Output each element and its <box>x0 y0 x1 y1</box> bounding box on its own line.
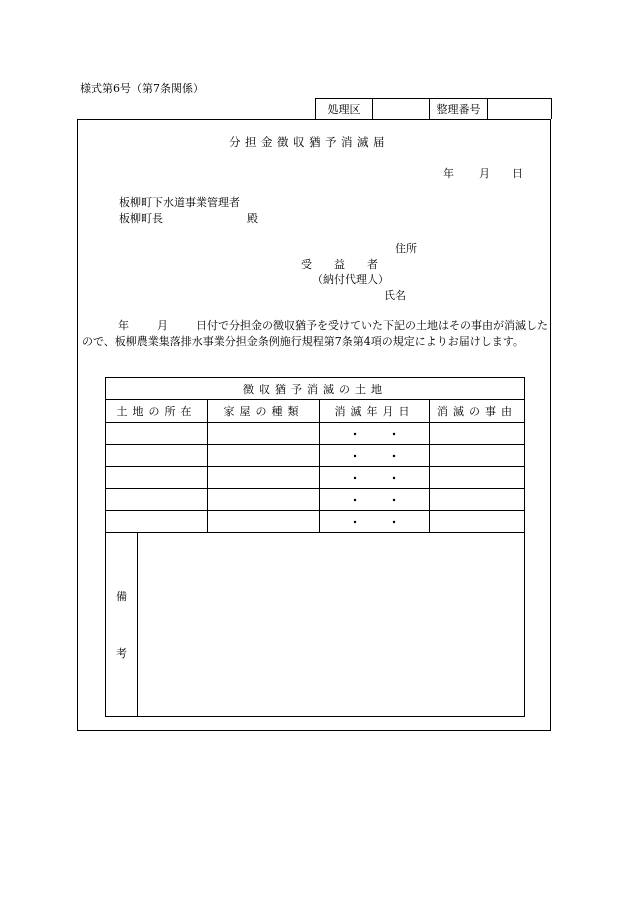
ward-label: 処理区 <box>316 99 373 119</box>
recipient-line2: 板柳町長 <box>119 212 163 225</box>
table-row <box>106 489 525 511</box>
remarks-field[interactable] <box>138 533 525 717</box>
date-year-label: 年 <box>443 167 454 180</box>
reason-cell[interactable] <box>430 489 525 511</box>
location-cell[interactable] <box>106 511 208 533</box>
house-type-cell[interactable] <box>208 423 320 445</box>
reason-cell[interactable] <box>430 423 525 445</box>
header-house-type: 家屋の種類 <box>208 400 320 423</box>
table-row <box>106 423 525 445</box>
date-separator: ・ <box>349 493 361 507</box>
recipient-line1: 板柳町下水道事業管理者 <box>119 196 240 209</box>
date-cell[interactable] <box>320 511 430 533</box>
reference-number-label: 整理番号 <box>430 99 488 119</box>
date-separator: ・ <box>388 493 400 507</box>
document-title: 分担金徴収猶予消滅届 <box>229 135 389 149</box>
header-reason: 消滅の事由 <box>430 400 525 423</box>
date-cell[interactable] <box>320 467 430 489</box>
date-cell[interactable] <box>320 489 430 511</box>
reason-cell[interactable] <box>430 511 525 533</box>
body-text: 日付で分担金の徴収猶予を受けていた下記の土地はその事由が消滅したので、板柳農業集落排水事業分担金条例施行規程第7条第4項の規定によりお届けします。 <box>82 319 548 348</box>
applicant-name-label: 氏名 <box>384 289 406 302</box>
date-cell[interactable] <box>320 445 430 467</box>
table-row <box>106 511 525 533</box>
applicant-address-label: 住所 <box>395 242 417 255</box>
remarks-label-char2: 考 <box>116 647 127 661</box>
beneficiary-label: 受 益 者 <box>301 258 378 271</box>
date-separator: ・ <box>349 515 361 529</box>
table-row <box>106 467 525 489</box>
table-row <box>106 445 525 467</box>
location-cell[interactable] <box>106 467 208 489</box>
location-cell[interactable] <box>106 423 208 445</box>
body-month: 月 <box>157 319 168 332</box>
house-type-cell[interactable] <box>208 467 320 489</box>
date-separator: ・ <box>349 449 361 463</box>
remarks-label <box>106 533 138 717</box>
body-year: 年 <box>118 319 129 332</box>
house-type-cell[interactable] <box>208 489 320 511</box>
land-table <box>105 377 525 717</box>
date-separator: ・ <box>388 427 400 441</box>
header-extinction-date: 消滅年月日 <box>320 400 430 423</box>
house-type-cell[interactable] <box>208 445 320 467</box>
remarks-label-char1: 備 <box>116 589 127 603</box>
notice-body <box>82 318 548 349</box>
date-separator: ・ <box>388 449 400 463</box>
date-month-label: 月 <box>479 167 490 180</box>
date-separator: ・ <box>349 471 361 485</box>
ward-field[interactable] <box>373 99 430 119</box>
payment-agent-label: （納付代理人） <box>312 273 389 286</box>
date-separator: ・ <box>349 427 361 441</box>
date-separator: ・ <box>388 515 400 529</box>
office-use-box <box>315 98 552 119</box>
date-day-label: 日 <box>512 167 523 180</box>
date-separator: ・ <box>388 471 400 485</box>
form-number-label: 様式第6号（第7条関係） <box>80 82 204 95</box>
location-cell[interactable] <box>106 445 208 467</box>
recipient-honorific: 殿 <box>247 212 258 225</box>
reference-number-field[interactable] <box>488 99 551 119</box>
date-cell[interactable] <box>320 423 430 445</box>
reason-cell[interactable] <box>430 467 525 489</box>
table-section-title: 徴収猶予消滅の土地 <box>106 378 525 400</box>
header-location: 土地の所在 <box>106 400 208 423</box>
location-cell[interactable] <box>106 489 208 511</box>
house-type-cell[interactable] <box>208 511 320 533</box>
reason-cell[interactable] <box>430 445 525 467</box>
